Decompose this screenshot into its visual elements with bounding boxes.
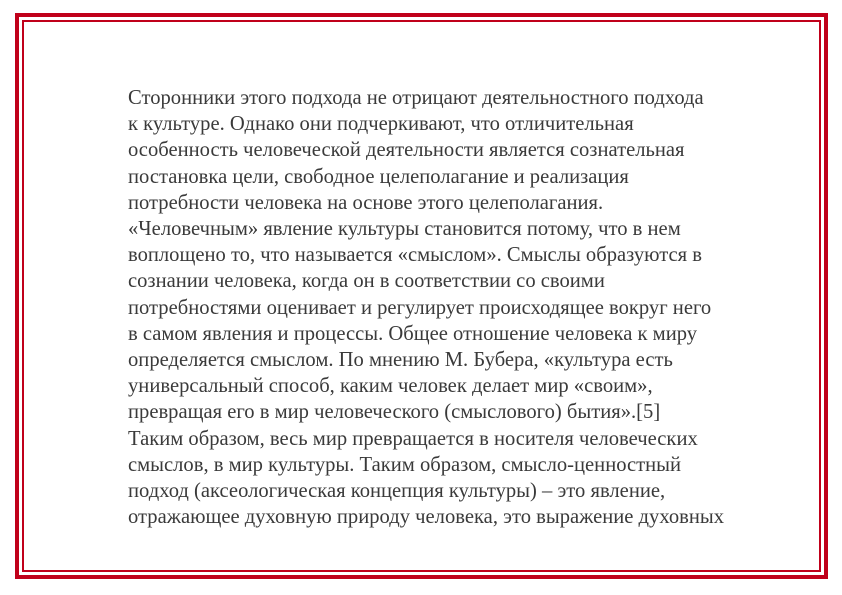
text-line: Сторонники этого подхода не отрицают деятельностного подхода	[128, 87, 704, 109]
text-line: потребностями оценивает и регулирует происходящее вокруг него	[128, 296, 712, 319]
text-line: Таким образом, весь мир превращается в носителя человеческих	[128, 427, 698, 450]
text-line: особенность человеческой деятельности является сознательная	[128, 139, 685, 162]
text-line: к культуре. Однако они подчеркивают, что отличительная	[128, 113, 634, 136]
text-line: сознании человека, когда он в соответствии со своими	[128, 270, 605, 293]
text-line: превращая его в мир человеческого (смыслового) бытия».[5]	[128, 401, 661, 424]
text-line: определяется смыслом. По мнению М. Бубера, «культура есть	[128, 349, 673, 372]
text-line: постановка цели, свободное целеполагание и реализация	[128, 165, 629, 188]
text-line: воплощено то, что называется «смыслом». Смыслы образуются в	[128, 244, 702, 267]
text-line: смыслов, в мир культуры. Таким образом, смысло-ценностный	[128, 453, 682, 476]
text-line: в самом явления и процессы. Общее отношение человека к миру	[128, 322, 698, 345]
text-line: «Человечным» явление культуры становится потому, что в нем	[128, 218, 681, 241]
text-line: отражающее духовную природу человека, это выражение духовных	[128, 506, 725, 529]
body-text	[128, 85, 768, 530]
text-line: подход (аксеологическая концепция культуры) – это явление,	[128, 480, 666, 503]
text-line: потребности человека на основе этого целеполагания.	[128, 191, 604, 214]
text-line: универсальный способ, каким человек делает мир «своим»,	[128, 375, 653, 398]
